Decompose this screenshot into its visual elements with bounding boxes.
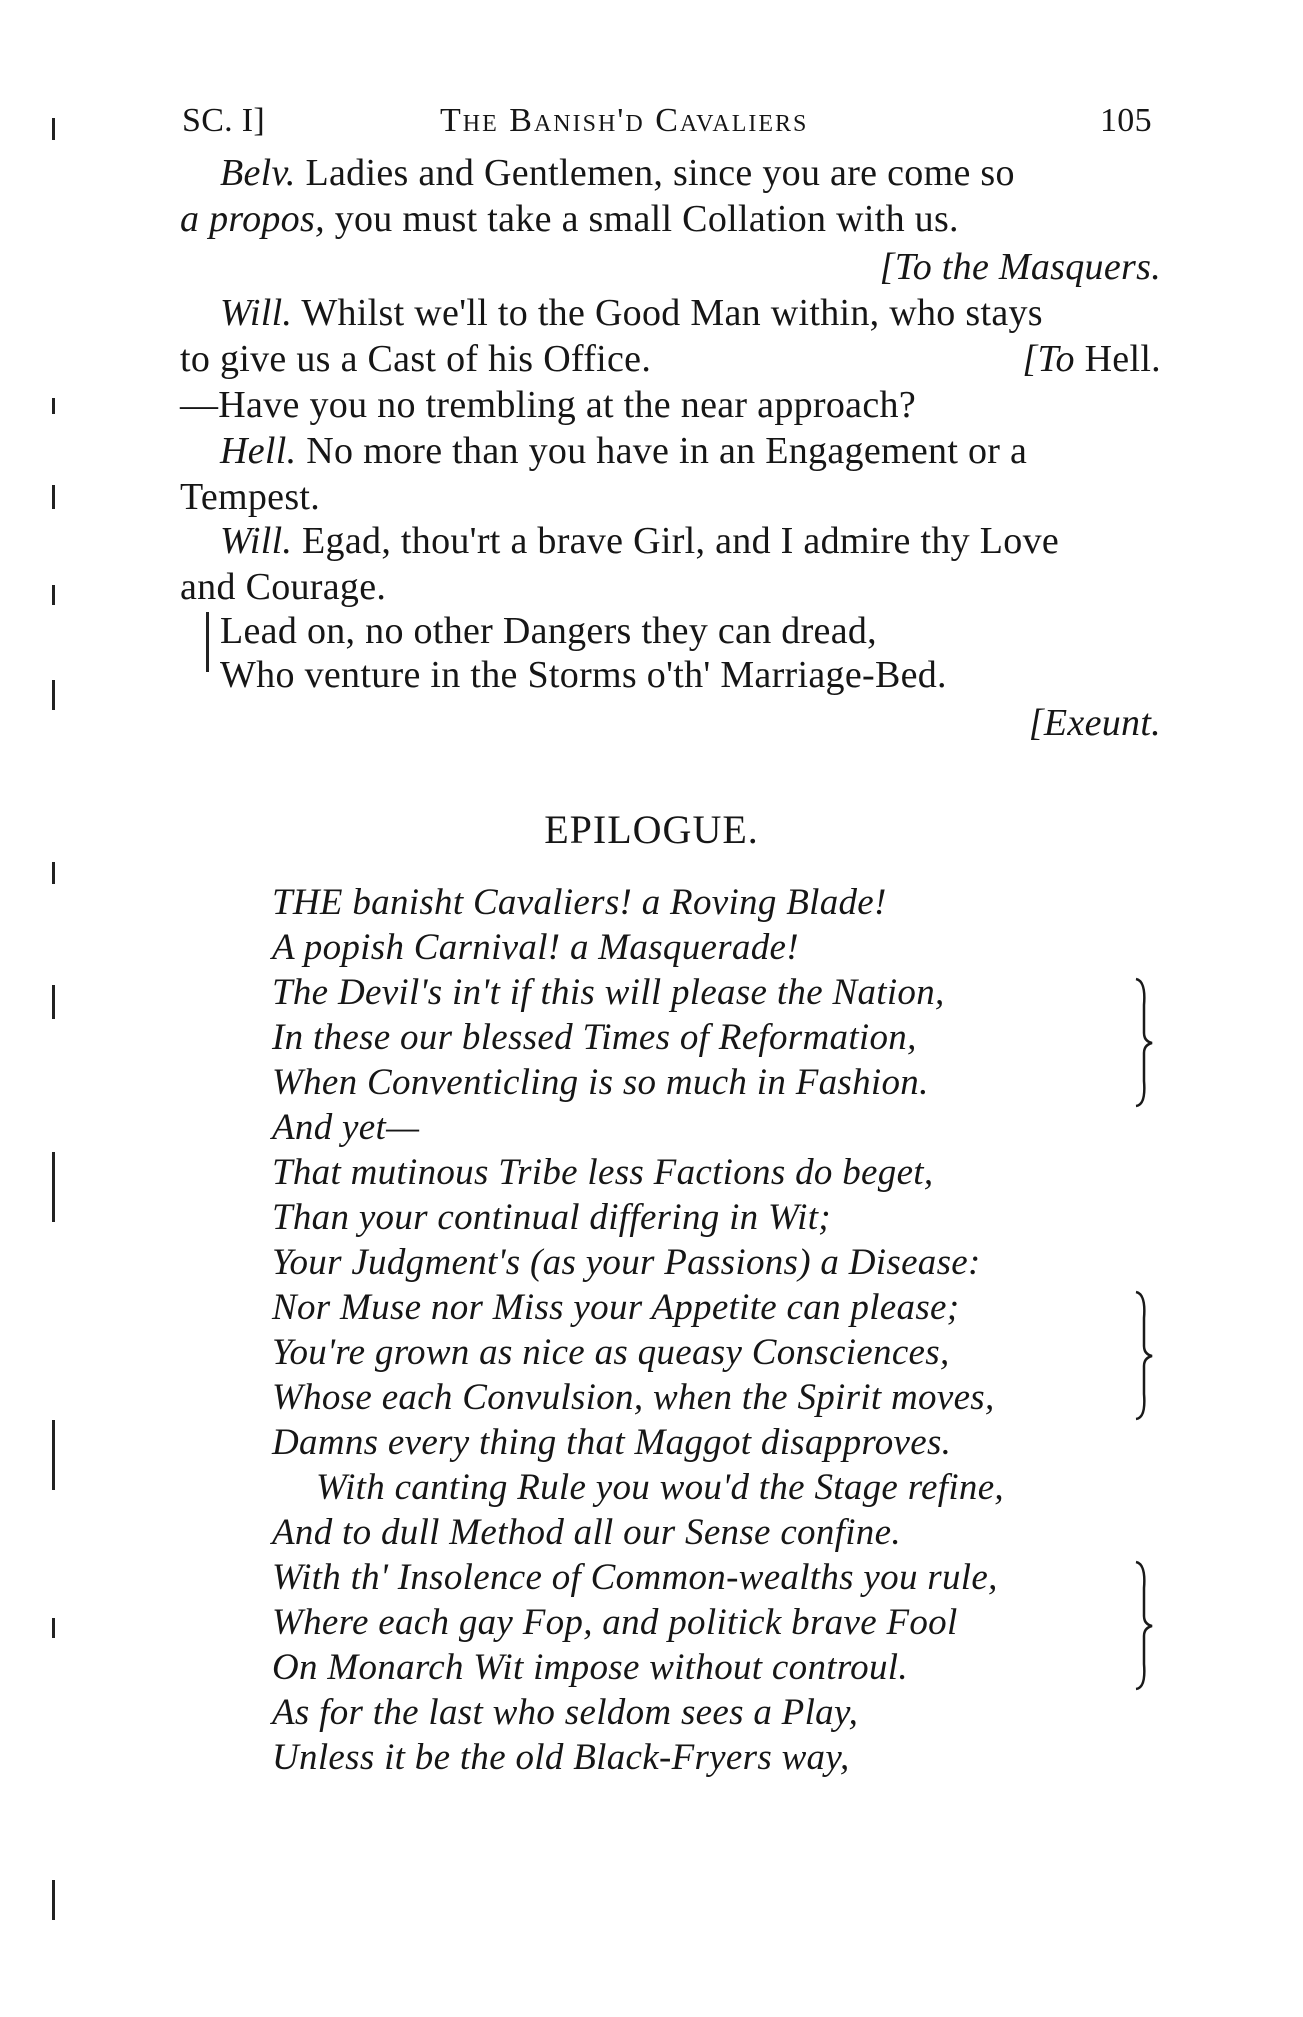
margin-mark [52, 585, 55, 605]
margin-mark [52, 862, 55, 884]
section-marker: SC. I] [182, 102, 266, 139]
speaker-name: Will. [220, 292, 293, 334]
verse-line: When Conventicling is so much in Fashion. [272, 1062, 929, 1103]
dialogue-line [180, 336, 651, 382]
dialogue-line [180, 564, 386, 610]
dialogue-text: Lead on, no other Dangers they can dread, [220, 610, 877, 652]
verse-line: Your Judgment's (as your Passions) a Disease: [272, 1242, 981, 1283]
dialogue-line [180, 196, 959, 242]
verse-line: As for the last who seldom sees a Play, [272, 1692, 859, 1733]
dialogue-text: Ladies and Gentlemen, since you are come so [305, 152, 1015, 194]
margin-mark [52, 1618, 55, 1638]
margin-mark [206, 612, 209, 672]
dialogue-line [220, 290, 1043, 336]
page-number: 105 [1100, 102, 1152, 139]
margin-mark [52, 1420, 55, 1490]
speaker-name: Will. [220, 520, 293, 562]
margin-mark [52, 680, 55, 710]
verse-line: Than your continual differing in Wit; [272, 1197, 831, 1238]
verse-line: Nor Muse nor Miss your Appetite can please; [272, 1287, 960, 1328]
dialogue-line [180, 382, 916, 428]
margin-mark [52, 1152, 55, 1222]
verse-line: THE banisht Cavaliers! a Roving Blade! [272, 882, 887, 923]
verse-line: A popish Carnival! a Masquerade! [272, 927, 799, 968]
triplet-brace [1130, 1288, 1158, 1423]
verse-line: With th' Insolence of Common-wealths you rule, [272, 1557, 998, 1598]
verse-line: With canting Rule you wou'd the Stage refine, [316, 1467, 1004, 1508]
dialogue-text: Tempest. [180, 476, 321, 518]
stage-prefix: [To [1022, 338, 1075, 380]
verse-line: The Devil's in't if this will please the Nation, [272, 972, 945, 1013]
stage-direction [1022, 336, 1161, 382]
italic-phrase: a propos, [180, 198, 325, 240]
margin-mark [52, 485, 55, 509]
triplet-brace [1130, 975, 1158, 1110]
verse-line: In these our blessed Times of Reformation, [272, 1017, 917, 1058]
margin-mark [52, 985, 55, 1019]
margin-mark [52, 398, 55, 414]
verse-line: Where each gay Fop, and politick brave Fool [272, 1602, 958, 1643]
dialogue-text: Who venture in the Storms o'th' Marriage-Bed. [220, 654, 947, 696]
verse-line: That mutinous Tribe less Factions do beget, [272, 1152, 934, 1193]
stage-direction: [To the Masquers. [879, 246, 1161, 288]
running-title: The Banish'd Cavaliers [440, 102, 809, 139]
dialogue-line [220, 428, 1027, 474]
couplet-line [220, 652, 947, 698]
margin-mark [52, 118, 55, 140]
margin-mark [52, 1880, 55, 1920]
verse-line: You're grown as nice as queasy Consciences, [272, 1332, 950, 1373]
speaker-name: Hell. [220, 430, 297, 472]
dialogue-text: to give us a Cast of his Office. [180, 338, 652, 380]
dialogue-text: you must take a small Collation with us. [334, 198, 959, 240]
dialogue-line [180, 474, 320, 520]
verse-line: Damns every thing that Maggot disapproves. [272, 1422, 952, 1463]
dialogue-line [220, 518, 1059, 564]
dialogue-text: Egad, thou'rt a brave Girl, and I admire thy Love [302, 520, 1060, 562]
epilogue-title: EPILOGUE. [544, 807, 759, 852]
verse-line: On Monarch Wit impose without controul. [272, 1647, 908, 1688]
stage-rest: Hell. [1084, 338, 1161, 380]
dialogue-text: No more than you have in an Engagement or a [306, 430, 1028, 472]
stage-direction: [Exeunt. [1028, 702, 1161, 744]
dialogue-text: Whilst we'll to the Good Man within, who stays [301, 292, 1043, 334]
verse-line: Whose each Convulsion, when the Spirit moves, [272, 1377, 995, 1418]
couplet-line [220, 608, 877, 654]
verse-line: Unless it be the old Black-Fryers way, [272, 1737, 850, 1778]
speaker-name: Belv. [220, 152, 296, 194]
dialogue-line [220, 150, 1015, 196]
verse-line: And to dull Method all our Sense confine. [272, 1512, 901, 1553]
dialogue-text: and Courage. [180, 566, 387, 608]
verse-line: And yet— [272, 1107, 420, 1148]
triplet-brace [1130, 1558, 1158, 1693]
dialogue-text: —Have you no trembling at the near approach? [180, 384, 916, 426]
